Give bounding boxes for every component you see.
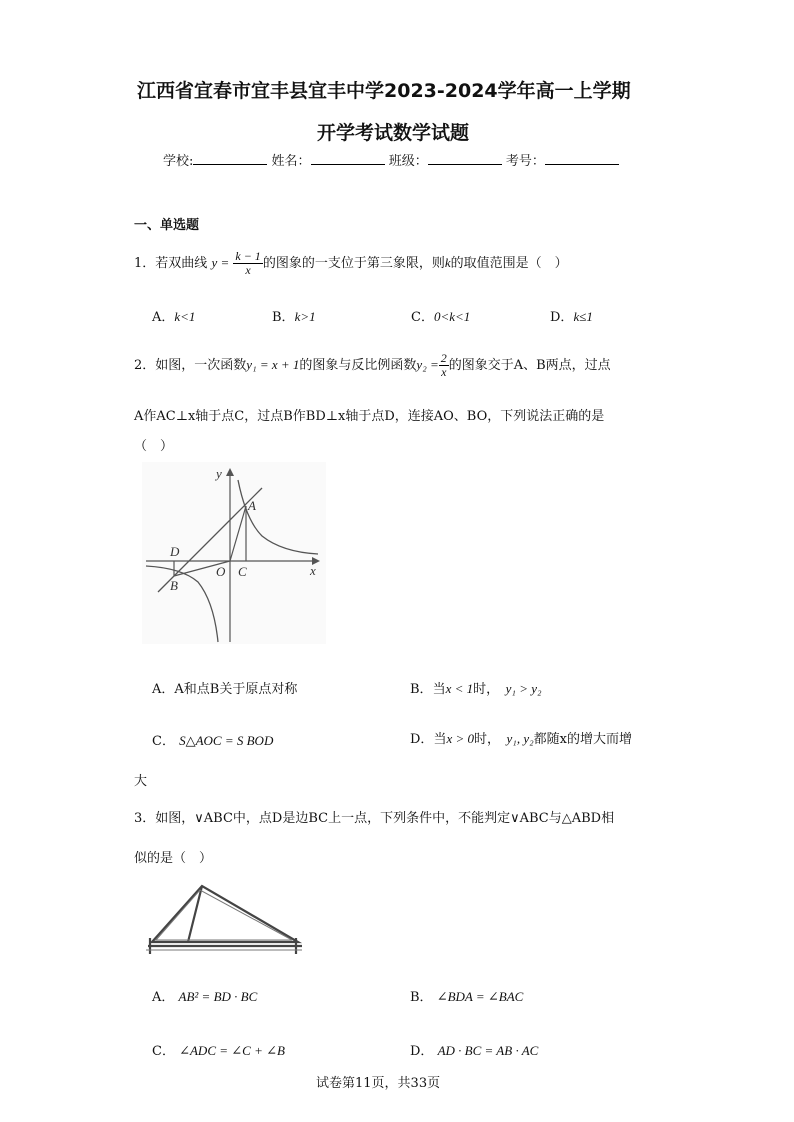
page-footer: 试卷第11页，共33页 bbox=[316, 1076, 441, 1091]
fraction: $\frac{2}{x}$ bbox=[440, 351, 447, 379]
label-o: O bbox=[216, 564, 226, 579]
question-text: 若双曲线 bbox=[155, 256, 208, 271]
question-3: 3．如图，∨ABC中，点D是边BC上一点，下列条件中，不能判定∨ABC与△ABD相 bbox=[134, 811, 615, 826]
name-label: 姓名： bbox=[271, 154, 311, 169]
question-number: 2． bbox=[134, 358, 156, 373]
name-field[interactable] bbox=[311, 152, 385, 165]
option-a[interactable]: A．A和点B关于原点对称 bbox=[152, 682, 298, 697]
label-y: y bbox=[216, 466, 222, 481]
option-c[interactable]: C． ∠ADC = ∠C + ∠B bbox=[152, 1043, 285, 1059]
question-2-line3: （ ） bbox=[134, 439, 174, 454]
question-2-line2: A作AC⊥x轴于点C，过点B作BD⊥x轴于点D，连接AO、BO，下列说法正确的是 bbox=[134, 409, 605, 424]
option-b[interactable]: B．当x < 1时， y₁ > y₂ bbox=[410, 681, 542, 697]
option-b[interactable]: B．k>1 bbox=[272, 309, 316, 325]
option-d[interactable]: D．k≤1 bbox=[550, 309, 593, 325]
label-a: A bbox=[248, 498, 256, 513]
school-field[interactable] bbox=[193, 152, 267, 165]
option-d-wrap: 大 bbox=[134, 774, 148, 789]
option-a[interactable]: A．k<1 bbox=[152, 309, 196, 325]
question-2: 2．如图，一次函数y₁ = x + 1的图象与反比例函数y₂ = $\frac{2}{x}$ 的图象交于A、B两点，过点 bbox=[134, 351, 611, 379]
page-subtitle: 开学考试数学试题 bbox=[317, 122, 470, 144]
option-a[interactable]: A． AB² = BD · BC bbox=[152, 989, 258, 1005]
question-text: 的图象的一支位于第三象限，则 bbox=[262, 256, 445, 271]
equation-lhs: y = bbox=[211, 255, 230, 270]
option-b[interactable]: B． ∠BDA = ∠BAC bbox=[410, 989, 524, 1005]
label-d: D bbox=[170, 544, 180, 559]
question-text: 的取值范围是（ ） bbox=[450, 256, 568, 271]
label-x: x bbox=[310, 563, 316, 578]
exam-number-label: 考号： bbox=[505, 154, 545, 169]
equation: y₁ = x + 1 bbox=[246, 357, 300, 372]
question-number: 1． bbox=[134, 256, 156, 271]
option-d[interactable]: D．当x > 0时， y₁, y₂都随x的增大而增 bbox=[410, 731, 632, 747]
fraction: $\frac{k - 1}{x}$ bbox=[235, 249, 261, 277]
section-title: 一、单选题 bbox=[134, 218, 200, 233]
exam-number-field[interactable] bbox=[545, 152, 619, 165]
label-c: C bbox=[238, 564, 247, 579]
class-label: 班级： bbox=[388, 154, 428, 169]
class-field[interactable] bbox=[428, 152, 502, 165]
school-label: 学校: bbox=[163, 154, 194, 169]
question-3-line2: 似的是（ ） bbox=[134, 851, 213, 866]
label-b: B bbox=[170, 578, 178, 593]
function-graph-figure bbox=[142, 462, 326, 644]
question-1 bbox=[134, 250, 568, 277]
student-info-row bbox=[163, 150, 619, 169]
question-number: 3． bbox=[134, 811, 156, 826]
page-title: 江西省宜春市宜丰县宜丰中学2023-2024学年高一上学期 bbox=[137, 80, 631, 102]
variable: k bbox=[444, 255, 451, 270]
option-c[interactable]: C．0<k<1 bbox=[411, 309, 471, 325]
triangle-shape bbox=[148, 886, 302, 954]
triangle-figure bbox=[142, 878, 304, 960]
option-c[interactable]: C． S△AOC = S BOD bbox=[152, 733, 274, 749]
equation-lhs: y₂ = bbox=[416, 357, 439, 372]
option-d[interactable]: D． AD · BC = AB · AC bbox=[410, 1043, 539, 1059]
